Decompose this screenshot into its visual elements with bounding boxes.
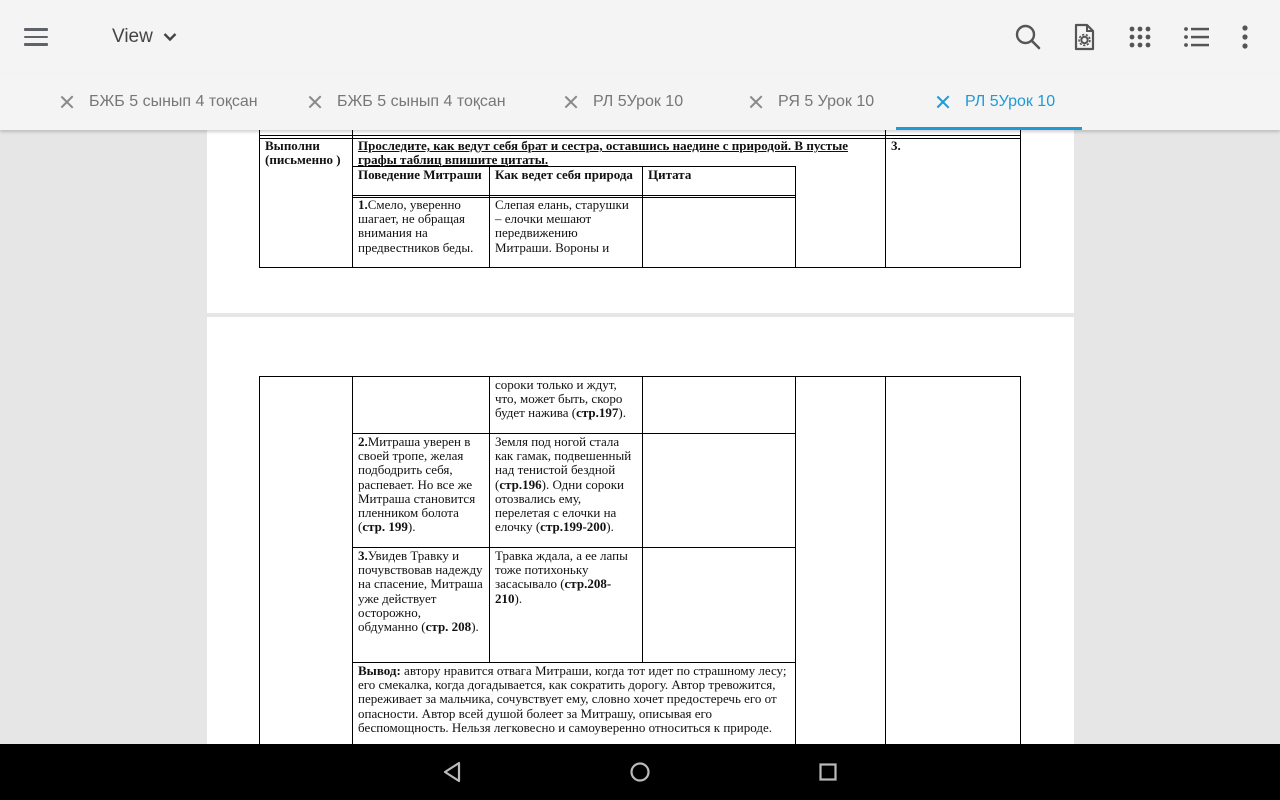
row3-nature: Травка ждала, а ее лапы тоже потихоньку засасывало (стр.208-210). bbox=[495, 548, 628, 606]
task-label: Выполни (письменно ) bbox=[265, 138, 341, 168]
tab-label: РЛ 5Урок 10 bbox=[965, 93, 1056, 110]
tab-label: РЯ 5 Урок 10 bbox=[778, 93, 875, 110]
close-icon[interactable] bbox=[60, 95, 74, 109]
tab-bjb-2[interactable] bbox=[308, 74, 506, 130]
back-icon[interactable] bbox=[437, 758, 467, 786]
tab-rl-5-urok-10[interactable] bbox=[564, 74, 683, 130]
close-icon[interactable] bbox=[308, 95, 322, 109]
row1-nature-continued: сороки только и ждут, что, может быть, скоро будет нажива (стр.197). bbox=[495, 377, 626, 421]
app-bar bbox=[0, 0, 1280, 74]
tab-rl-5urok-10-active[interactable] bbox=[936, 74, 1055, 130]
points-cell: 3. bbox=[891, 138, 901, 153]
document-page bbox=[207, 130, 1074, 313]
conclusion: Вывод: автору нравится отвага Митраши, когда тот идет по страшному лесу; его смекалка, когда догадывается, как сократить дорогу. Автор тревожится, переживает за мальчика, сочувствует ему, словно хочет предостеречь его от опасности. Автор всей душой болеет за Митрашу, описывая его беспомощность. Нельзя легковесно и самоуверенно относиться к природе. bbox=[358, 663, 787, 735]
menu-icon[interactable] bbox=[24, 26, 50, 48]
close-icon[interactable] bbox=[749, 95, 763, 109]
document-viewer[interactable] bbox=[0, 130, 1280, 744]
view-label: View bbox=[112, 26, 153, 47]
close-icon[interactable] bbox=[936, 95, 950, 109]
recents-icon[interactable] bbox=[813, 758, 843, 786]
header-nature: Как ведет себя природа bbox=[495, 167, 633, 182]
active-tab-indicator bbox=[896, 127, 1082, 130]
row3-behavior: 3.Увидев Травку и почувствовав надежду на спасение, Митраша уже действует осторожно, обдуманно (стр. 208). bbox=[358, 548, 483, 635]
search-icon[interactable] bbox=[1013, 22, 1043, 52]
task-instruction: Проследите, как ведут себя брат и сестра, оставшись наедине с природой. В пустые графы таблиц впишите цитаты. bbox=[358, 138, 849, 167]
home-icon[interactable] bbox=[625, 758, 655, 786]
row2-behavior: 2.Митраша уверен в своей тропе, желая подбодрить себя, распевает. Но все же Митраша становится пленником болота (стр. 199). bbox=[358, 434, 476, 535]
view-dropdown[interactable] bbox=[112, 24, 177, 50]
header-quote: Цитата bbox=[648, 167, 692, 182]
tab-rya-5-urok-10[interactable] bbox=[749, 74, 874, 130]
tab-label: РЛ 5Урок 10 bbox=[593, 93, 684, 110]
close-icon[interactable] bbox=[564, 95, 578, 109]
chevron-down-icon bbox=[163, 32, 177, 42]
more-vert-icon[interactable] bbox=[1230, 22, 1260, 52]
row1-behavior: 1.Смело, уверенно шагает, не обращая внимания на предвестников беды. bbox=[358, 197, 474, 255]
tab-bjb-1[interactable] bbox=[60, 74, 258, 130]
header-behavior: Поведение Митраши bbox=[358, 167, 482, 182]
apps-grid-icon[interactable] bbox=[1125, 22, 1155, 52]
row1-nature: Слепая елань, старушки – елочки мешают передвижению Митраши. Вороны и bbox=[495, 197, 629, 255]
tab-bar bbox=[0, 74, 1280, 130]
document-page bbox=[207, 317, 1074, 744]
system-nav-bar bbox=[0, 744, 1280, 800]
tab-label: БЖБ 5 сынып 4 тоқсан bbox=[89, 93, 258, 110]
tab-label: БЖБ 5 сынып 4 тоқсан bbox=[337, 93, 506, 110]
row2-nature: Земля под ногой стала как гамак, подвешенный над тенистой бездной (стр.196). Одни сороки отозвались ему, перелетая с елочки на елочку (стр.199-200). bbox=[495, 434, 632, 535]
document-settings-icon[interactable] bbox=[1069, 22, 1099, 52]
list-icon[interactable] bbox=[1181, 22, 1211, 52]
